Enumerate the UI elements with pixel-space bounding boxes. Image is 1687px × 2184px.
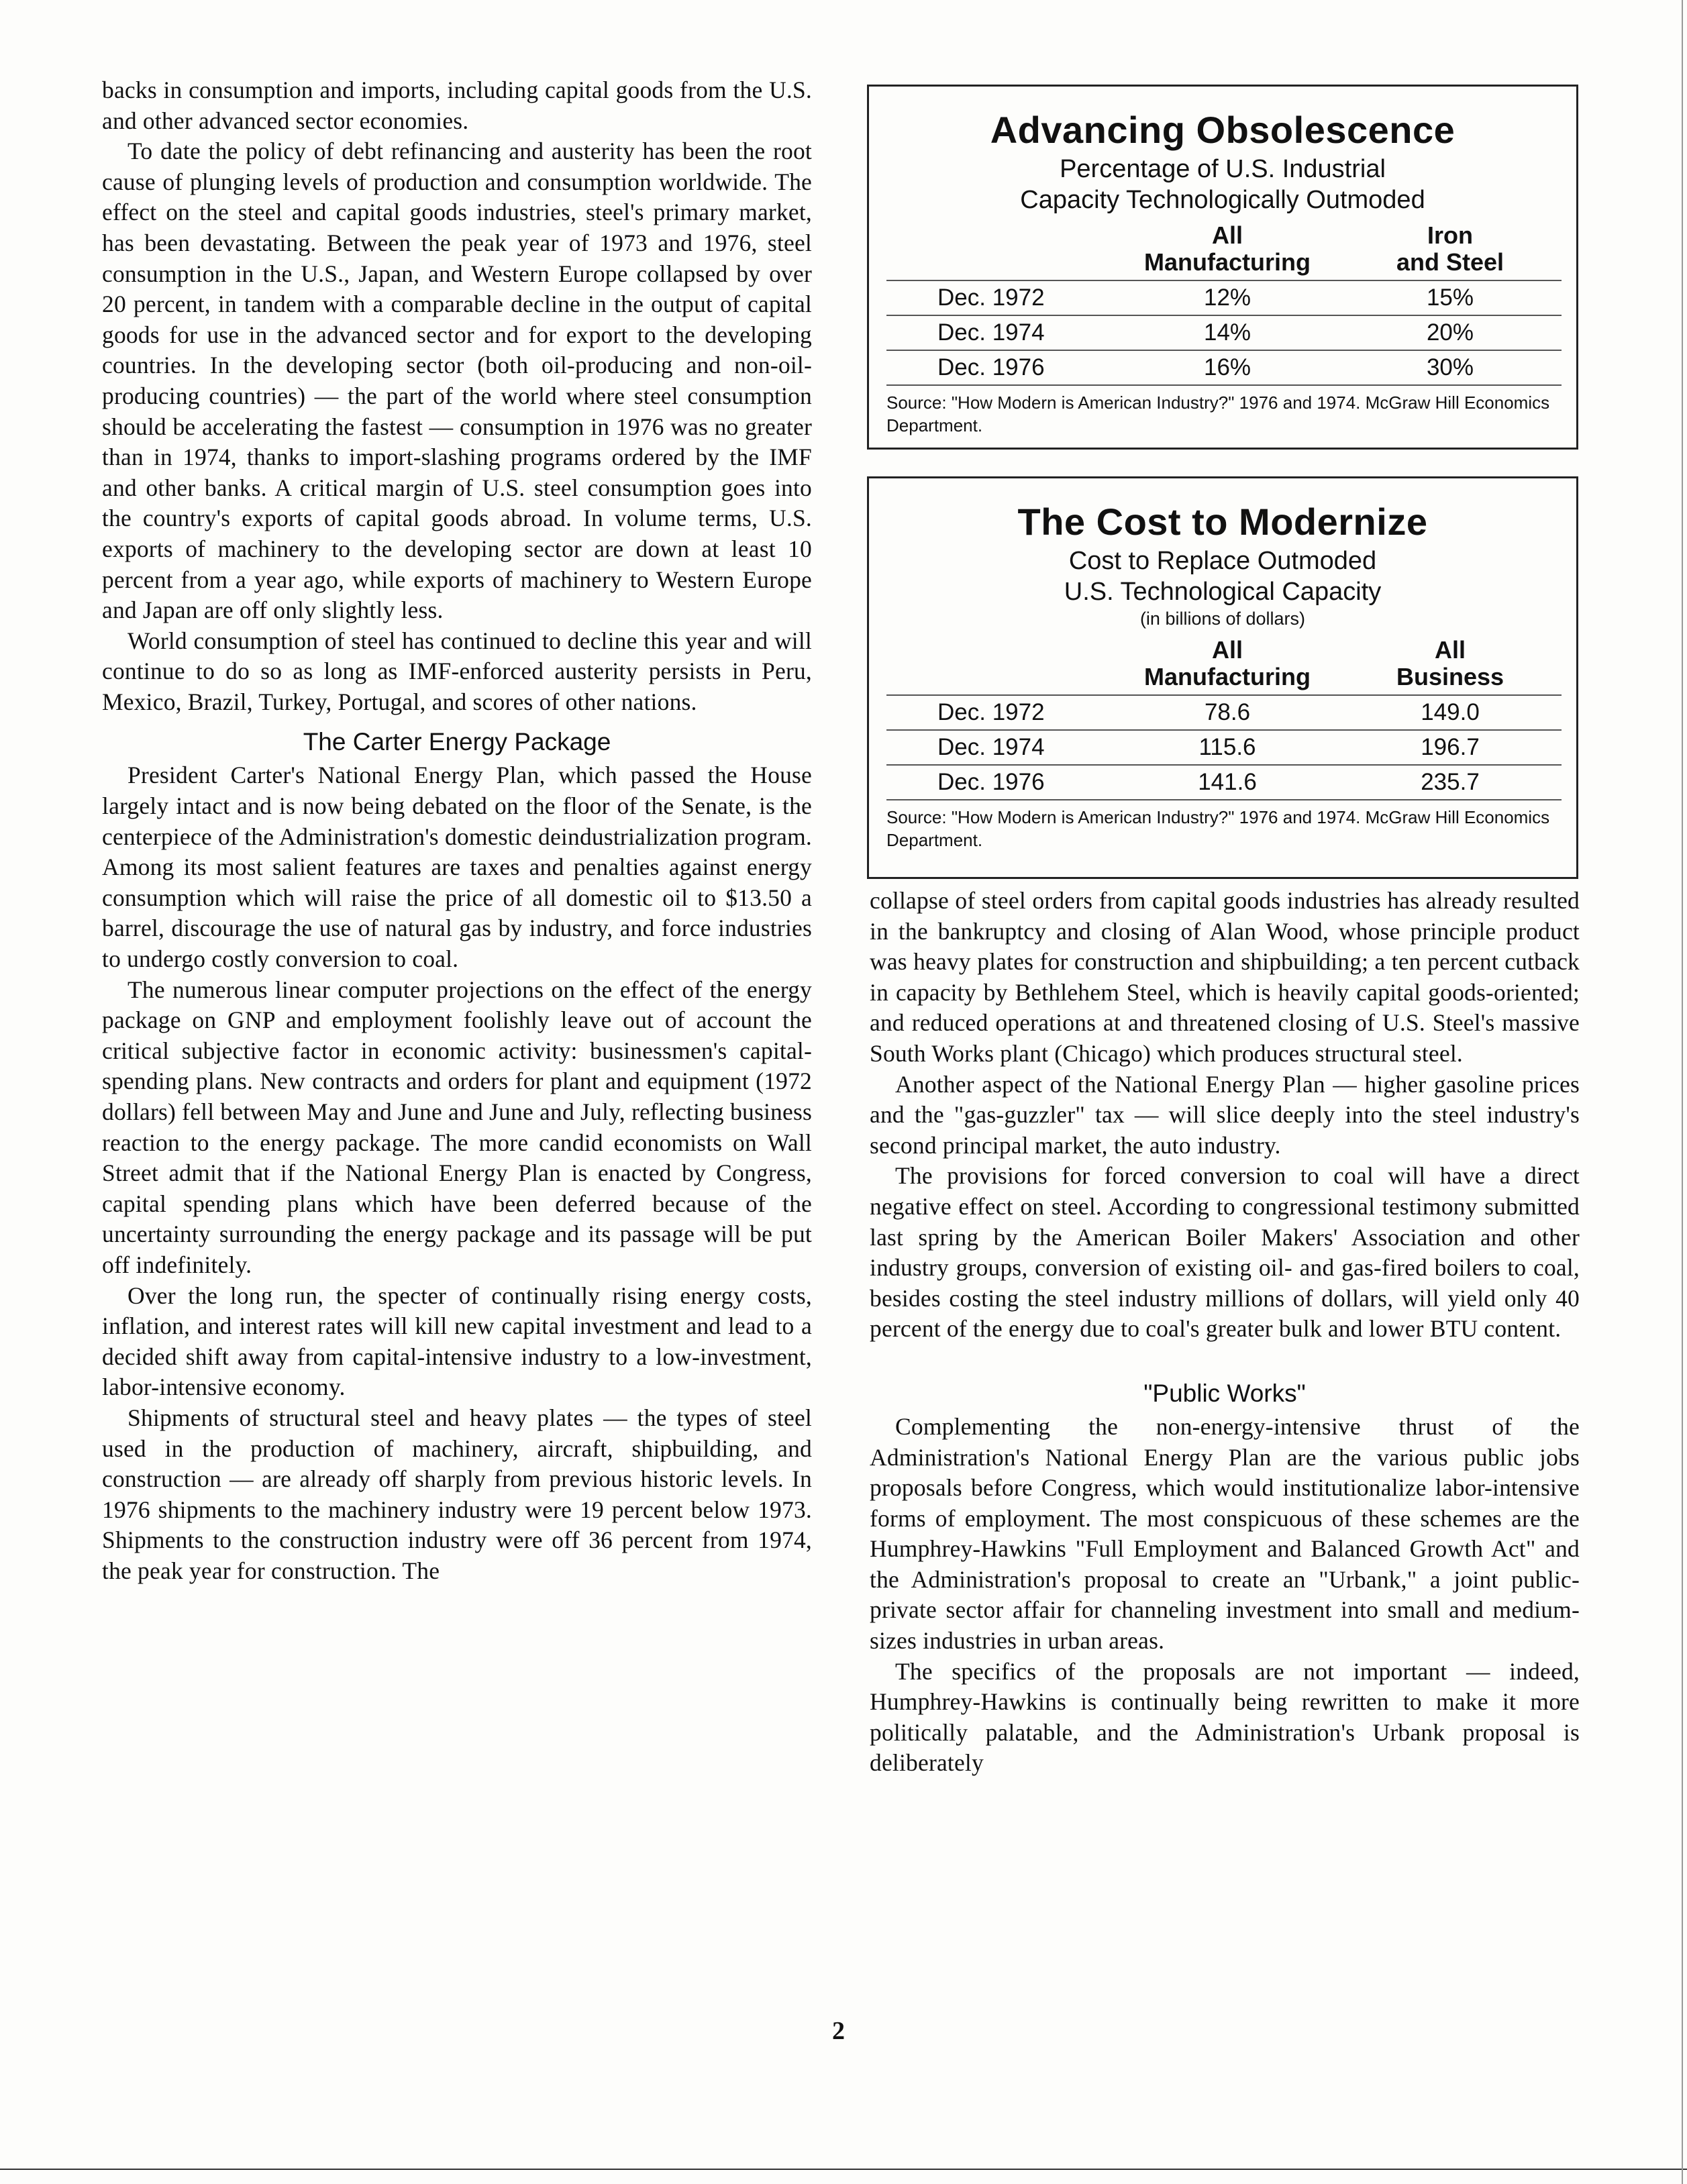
paragraph: President Carter's National Energy Plan, which passed the House largely intact and is now being debated on the floor of the Senate, is the centerpiece of the Administration's domestic deindustrialization program. Among its most salient features are taxes and penalties against energy consumption which will raise the price of all domestic oil to $13.50 a barrel, discourage the use of natural gas by industry, and force industries to undergo costly conversion to coal. [102,762,812,973]
table-subtitle: Capacity Technologically Outmoded [1020,186,1425,214]
paragraph: collapse of steel orders from capital goods industries has already resulted in the bankruptcy and closing of Alan Wood, whose principle product was heavy plates for construction and shipbuilding; a ten percent cutback in capacity by Bethlehem Steel, which is heavily capital goods-oriented; and reduced operations at and threatened closing of U.S. Steel's massive South Works plant (Chicago) which produces structural steel. [870,887,1580,1067]
column-header: All Manufacturing [1144,636,1311,690]
table-row: Dec. 1974 14% 20% [886,315,1562,350]
table-subtitle: Cost to Replace Outmoded [1068,547,1377,575]
column-header: Iron and Steel [1396,221,1504,276]
table-subtitle: U.S. Technological Capacity [1064,578,1382,606]
column-header: All Manufacturing [1144,221,1311,276]
obsolescence-table [886,219,1562,386]
page-number: 2 [832,2017,845,2045]
paragraph: backs in consumption and imports, including capital goods from the U.S. and other advanced sector economies. [102,76,812,134]
obsolescence-table-box [867,85,1578,450]
paragraph: The numerous linear computer projections on the effect of the energy package on GNP and employment foolishly leave out of account the critical subjective factor in economic activity: businessmen's capital-spending plans. New contracts and orders for plant and equipment (1972 dollars) fell between May and June and June and July, reflecting business reaction to the energy package. The more candid economists on Wall Street admit that if the National Energy Plan is enacted by Congress, capital spending plans which have been deferred because of the uncertainty surrounding the energy package and its passage will be put off indefinitely. [102,976,812,1278]
paragraph: Another aspect of the National Energy Plan — higher gasoline prices and the "gas-guzzler" tax — will slice deeply into the steel industry's second principal market, the auto industry. [870,1070,1580,1159]
table-row: Dec. 1976 141.6 235.7 [886,765,1562,800]
table-row: Dec. 1974 115.6 196.7 [886,730,1562,765]
table-title: The Cost to Modernize [1017,501,1428,543]
table-subtitle: Percentage of U.S. Industrial [1060,155,1386,183]
paragraph: World consumption of steel has continued to decline this year and will continue to do so as long as IMF-enforced austerity persists in Peru, Mexico, Brazil, Turkey, Portugal, and scores of other nations. [102,627,812,715]
table-row: Dec. 1976 16% 30% [886,350,1562,385]
paragraph: Over the long run, the specter of continually rising energy costs, inflation, and interest rates will kill new capital investment and lead to a decided shift away from capital-intensive industry to a low-investment, labor-intensive economy. [102,1282,812,1401]
table-header-row [886,219,1562,280]
column-header: All Business [1396,636,1504,690]
section-heading: "Public Works" [1143,1379,1306,1407]
bottom-rule [0,2169,1687,2170]
modernize-cost-table-box [867,476,1578,879]
paragraph: To date the policy of debt refinancing and austerity has been the root cause of plunging levels of production and consumption worldwide. The effect on the steel and capital goods industries, steel's primary market, has been devastating. Between the peak year of 1973 and 1976, steel consumption in the U.S., Japan, and Western Europe collapsed by over 20 percent, in tandem with a comparable decline in the output of capital goods for use in the advanced sector and for export to the developing countries. In the developing sector (both oil-producing and non-oil-producing countries) — the part of the world where steel consumption should be accelerating the fastest — consumption in 1976 was no greater than in 1974, thanks to import-slashing programs ordered by the IMF and other banks. A critical margin of U.S. steel consumption goes into the country's exports of capital goods abroad. In volume terms, U.S. exports of machinery to the developing sector are down at least 10 percent from a year ago, while exports of machinery to Western Europe and Japan are off only slightly less. [102,138,812,624]
table-source: Source: "How Modern is American Industry?" 1976 and 1974. McGraw Hill Economics Department. [886,393,1550,435]
right-column [870,886,1580,1779]
table-units: (in billions of dollars) [1139,609,1306,629]
page-edge [1682,0,1683,2184]
table-row: Dec. 1972 12% 15% [886,280,1562,315]
table-title: Advancing Obsolescence [990,109,1455,151]
table-header-row [886,634,1562,695]
table-source: Source: "How Modern is American Industry?" 1976 and 1974. McGraw Hill Economics Department. [886,807,1550,850]
modernize-cost-table [886,634,1562,800]
section-heading: The Carter Energy Package [303,728,611,756]
table-row: Dec. 1972 78.6 149.0 [886,695,1562,730]
paragraph: Complementing the non-energy-intensive thrust of the Administration's National Energy Plan are the various public jobs proposals before Congress, which would institutionalize labor-intensive forms of employment. The most conspicuous of these schemes are the Humphrey-Hawkins "Full Employment and Balanced Growth Act" and the Administration's proposal to create an "Urbank," a joint public-private sector affair for channeling investment into small and medium-sizes industries in urban areas. [870,1412,1580,1655]
paragraph: Shipments of structural steel and heavy plates — the types of steel used in the production of machinery, aircraft, shipbuilding, and construction — are already off sharply from previous historic levels. In 1976 shipments to the machinery industry were 19 percent below 1973. Shipments to the construction industry were off 36 percent from 1974, the peak year for construction. The [102,1404,812,1584]
left-column [102,75,812,1587]
paragraph: The provisions for forced conversion to coal will have a direct negative effect on steel. According to congressional testimony submitted last spring by the American Boiler Makers' Association and other industry groups, conversion of existing oil- and gas-fired boilers to coal, besides costing the steel industry millions of dollars, will yield only 40 percent of the energy due to coal's greater bulk and lower BTU content. [870,1162,1580,1343]
paragraph: The specifics of the proposals are not important — indeed, Humphrey-Hawkins is continually being rewritten to make it more politically palatable, and the Administration's Urbank proposal is deliberately [870,1657,1580,1777]
